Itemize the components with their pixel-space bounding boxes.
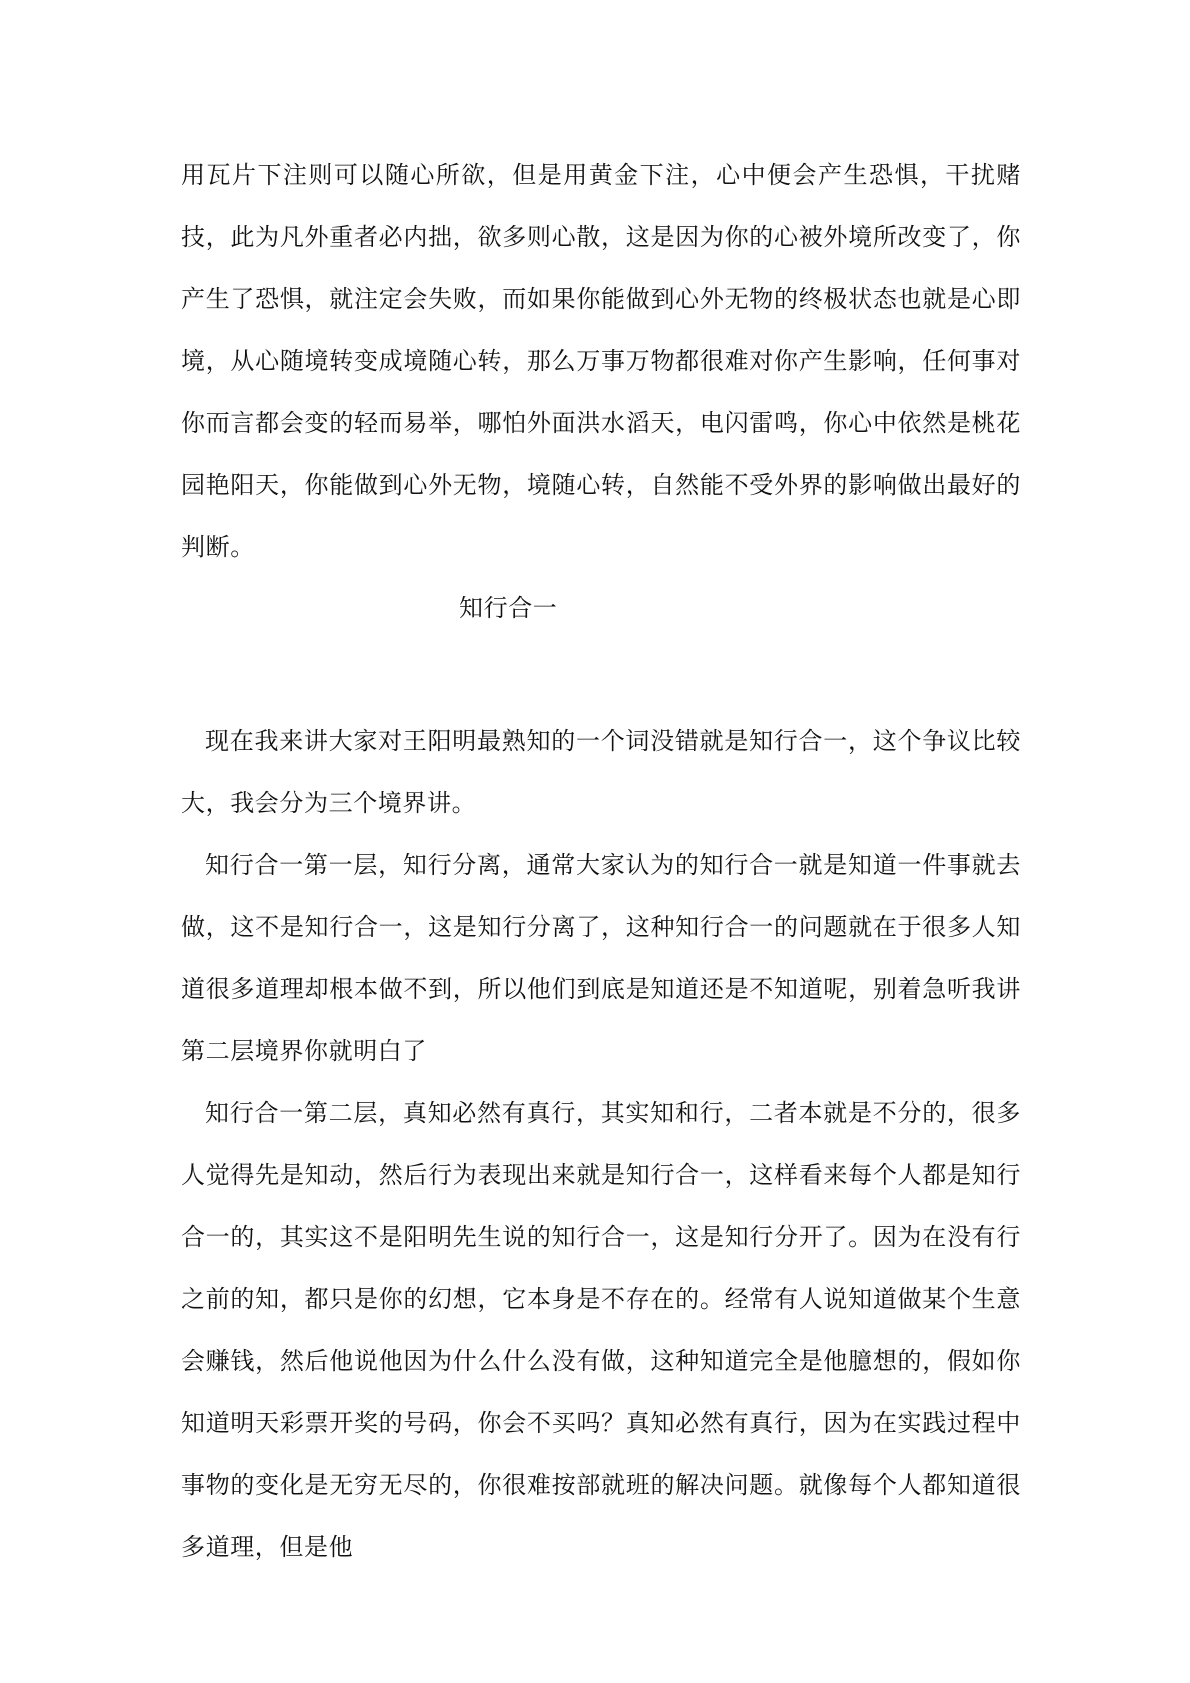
paragraph-1: 现在我来讲大家对王阳明最熟知的一个词没错就是知行合一，这个争议比较大，我会分为三个境界讲。: [181, 727, 1021, 817]
section-title: 知行合一: [459, 594, 558, 622]
body-text: [181, 710, 1021, 1578]
paragraph-2: 知行合一第一层，知行分离，通常大家认为的知行合一就是知道一件事就去做，这不是知行合一，这是知行分离了，这种知行合一的问题就在于很多人知道很多道理却根本做不到，所以他们到底是知道还是不知道呢，别着急听我讲第二层境界你就明白了: [181, 851, 1021, 1065]
intro-paragraph: 用瓦片下注则可以随心所欲，但是用黄金下注，心中便会产生恐惧，干扰赌技，此为凡外重者必内拙，欲多则心散，这是因为你的心被外境所改变了，你产生了恐惧，就注定会失败，而如果你能做到心外无物的终极状态也就是心即境，从心随境转变成境随心转，那么万事万物都很难对你产生影响，任何事对你而言都会变的轻而易举，哪怕外面洪水滔天，电闪雷鸣，你心中依然是桃花园艳阳天，你能做到心外无物，境随心转，自然能不受外界的影响做出最好的判断。: [181, 161, 1021, 561]
paragraph-3: 知行合一第二层，真知必然有真行，其实知和行，二者本就是不分的，很多人觉得先是知动，然后行为表现出来就是知行合一，这样看来每个人都是知行合一的，其实这不是阳明先生说的知行合一，这是知行分开了。因为在没有行之前的知，都只是你的幻想，它本身是不存在的。经常有人说知道做某个生意会赚钱，然后他说他因为什么什么没有做，这种知道完全是他臆想的，假如你知道明天彩票开奖的号码，你会不买吗？真知必然有真行，因为在实践过程中事物的变化是无穷无尽的，你很难按部就班的解决问题。就像每个人都知道很多道理，但是他: [181, 1099, 1021, 1561]
